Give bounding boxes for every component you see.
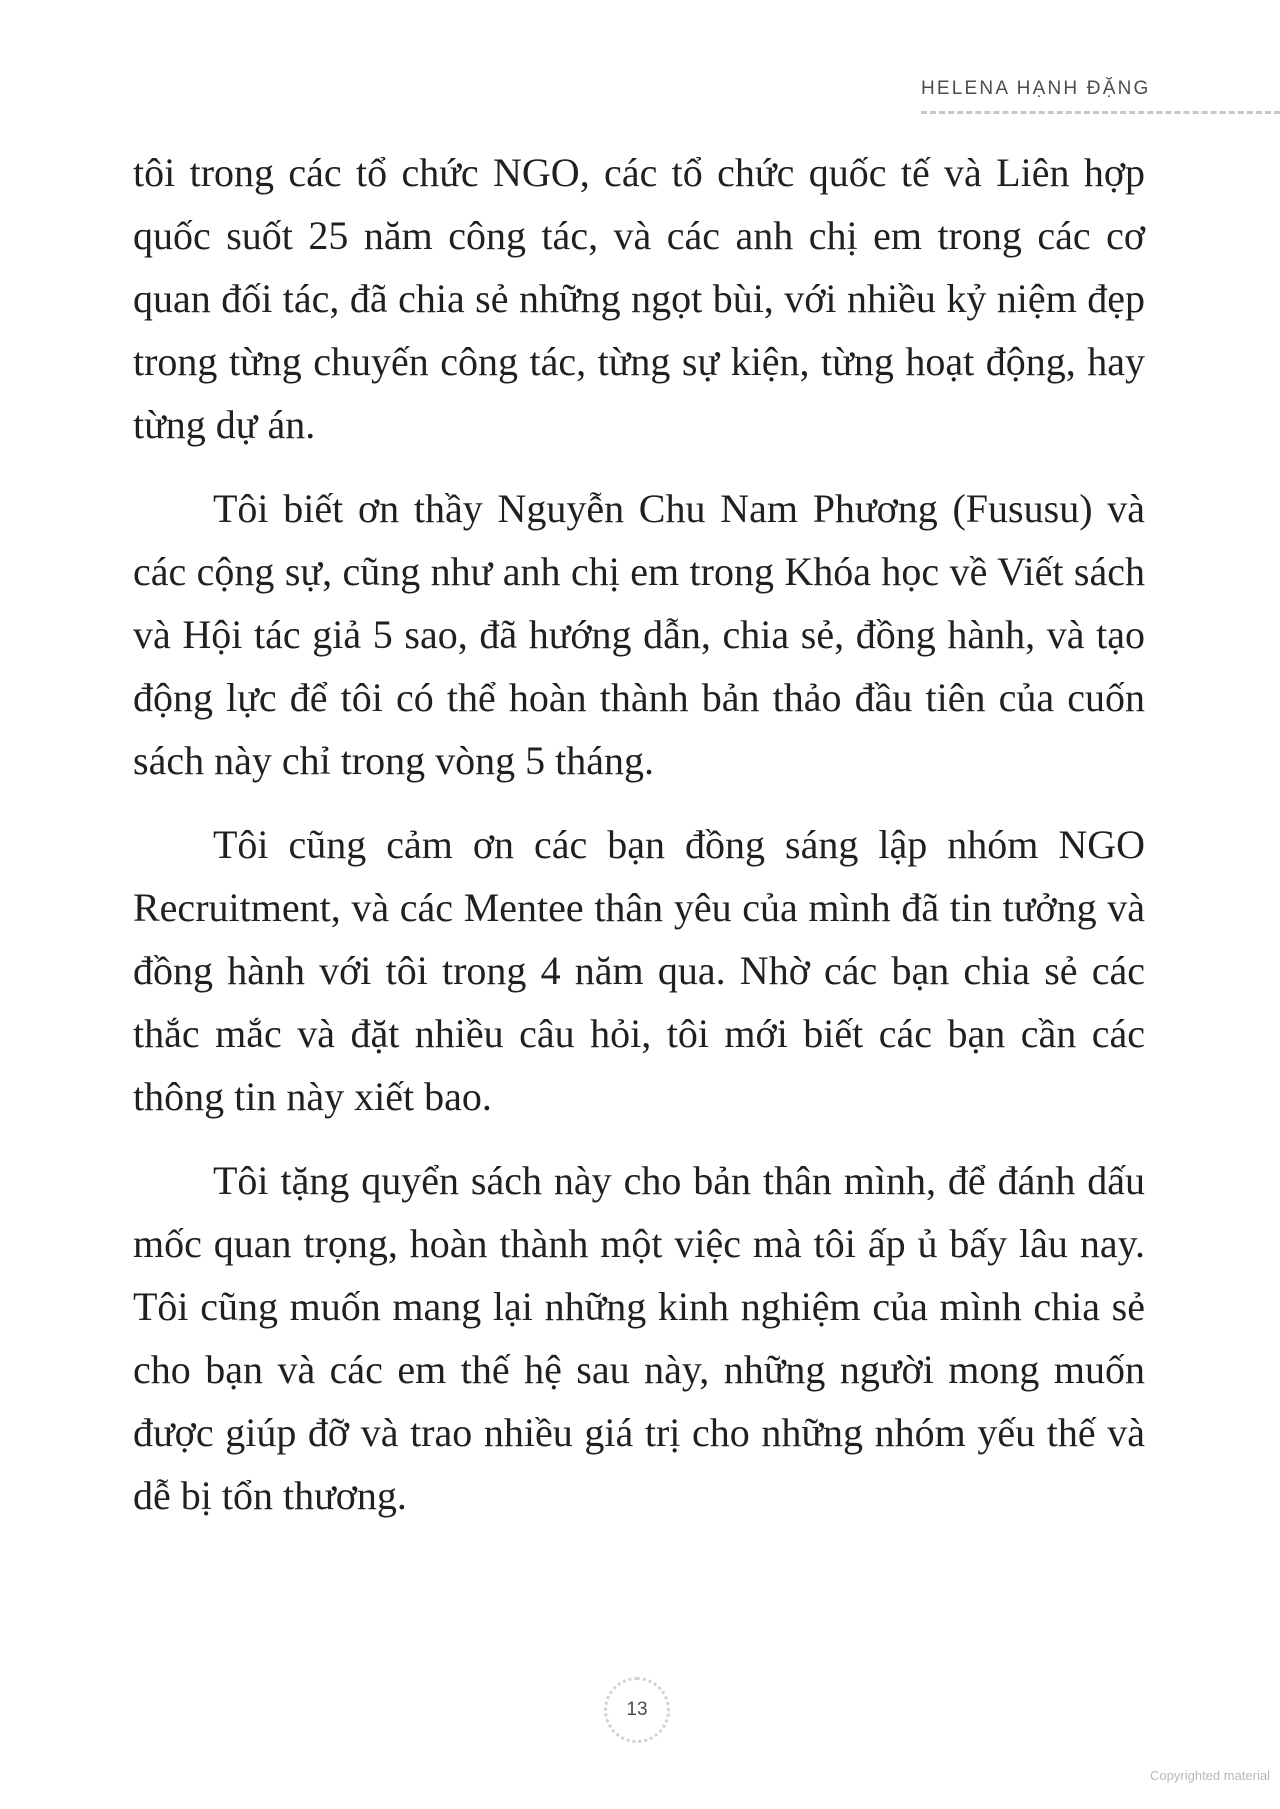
body-text: [133, 141, 1145, 1548]
paragraph: Tôi cũng cảm ơn các bạn đồng sáng lập nhóm NGO Recruitment, và các Mentee thân yêu của mình đã tin tưởng và đồng hành với tôi trong 4 năm qua. Nhờ các bạn chia sẻ các thắc mắc và đặt nhiều câu hỏi, tôi mới biết các bạn cần các thông tin này xiết bao.: [133, 822, 1145, 1119]
page-number: 13: [604, 1677, 670, 1743]
paragraph-continued: tôi trong các tổ chức NGO, các tổ chức quốc tế và Liên hợp quốc suốt 25 năm công tác, và các anh chị em trong các cơ quan đối tác, đã chia sẻ những ngọt bùi, với nhiều kỷ niệm đẹp trong từng chuyến công tác, từng sự kiện, từng hoạt động, hay từng dự án.: [133, 150, 1145, 447]
header-dashed-rule: [921, 111, 1280, 114]
copyright-notice: Copyrighted material: [1150, 1768, 1270, 1783]
running-header-title: HELENA HẠNH ĐẶNG: [921, 78, 1151, 99]
paragraph: Tôi tặng quyển sách này cho bản thân mình, để đánh dấu mốc quan trọng, hoàn thành một việc mà tôi ấp ủ bấy lâu nay. Tôi cũng muốn mang lại những kinh nghiệm của mình chia sẻ cho bạn và các em thế hệ sau này, những người mong muốn được giúp đỡ và trao nhiều giá trị cho những nhóm yếu thế và dễ bị tổn thương.: [133, 1158, 1145, 1518]
paragraph: Tôi biết ơn thầy Nguyễn Chu Nam Phương (Fususu) và các cộng sự, cũng như anh chị em trong Khóa học về Viết sách và Hội tác giả 5 sao, đã hướng dẫn, chia sẻ, đồng hành, và tạo động lực để tôi có thể hoàn thành bản thảo đầu tiên của cuốn sách này chỉ trong vòng 5 tháng.: [133, 486, 1145, 783]
